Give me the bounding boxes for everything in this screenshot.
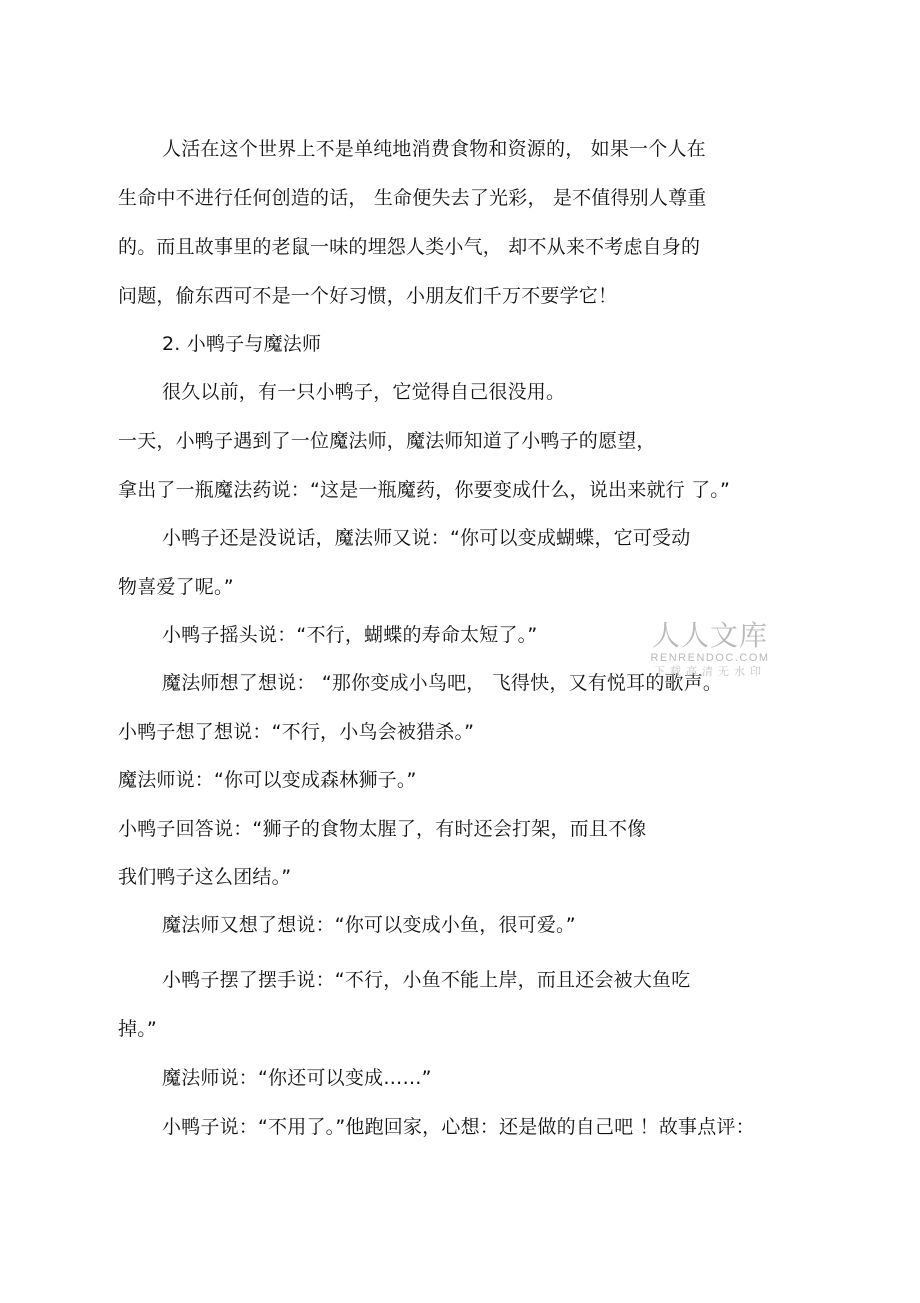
text-line: 生命中不进行任何创造的话， 生命便失去了光彩， 是不值得别人尊重 [118,187,707,209]
text-line: 小鸭子摇头说：“不行，蝴蝶的寿命太短了。” [162,624,538,646]
text-line: 我们鸭子这么团结。” [118,866,292,888]
text-line: 很久以前，有一只小鸭子，它觉得自己很没用。 [162,381,566,403]
text-line: 魔法师想了想说： “那你变成小鸟吧， 飞得快，又有悦耳的歌声。 [162,672,723,694]
text-line: 小鸭子想了想说：“不行，小鸟会被猎杀。” [118,721,475,743]
text-line: 小鸭子摆了摆手说：“不行，小鱼不能上岸，而且还会被大鱼吃 [162,969,691,991]
text-line: 小鸭子还是没说话，魔法师又说：“你可以变成蝴蝶，它可受动 [162,527,691,549]
text-line: 魔法师说：“你可以变成森林狮子。” [118,769,417,791]
section-heading: 2. 小鸭子与魔法师 [162,333,322,355]
text-line: 魔法师又想了想说：“你可以变成小鱼，很可爱。” [162,914,576,936]
text-line: 问题，偷东西可不是一个好习惯，小朋友们千万不要学它！ [118,285,618,307]
text-line: 拿出了一瓶魔法药说：“这是一瓶魔药，你要变成什么，说出来就行 了。” [118,479,731,501]
watermark-title: 人人文库 [651,619,768,652]
text-line: 的。而且故事里的老鼠一味的埋怨人类小气， 却不从来不考虑自身的 [118,236,701,258]
text-line: 人活在这个世界上不是单纯地消费食物和资源的， 如果一个人在 [162,138,706,160]
watermark [640,620,780,678]
text-line: 小鸭子说：“不用了。”他跑回家，心想：还是做的自己吧 ！故事点评： [162,1116,755,1138]
watermark-url: RENRENDOC.COM [650,652,770,664]
text-line: 魔法师说：“你还可以变成……” [162,1067,432,1089]
text-line: 掉。” [118,1018,157,1040]
text-line: 物喜爱了呢。” [118,576,234,598]
watermark-subtitle: 下载高清无水印 [654,665,766,678]
text-line: 小鸭子回答说：“狮子的食物太腥了，有时还会打架，而且不像 [118,818,647,840]
text-line: 一天，小鸭子遇到了一位魔法师，魔法师知道了小鸭子的愿望， [118,430,656,452]
